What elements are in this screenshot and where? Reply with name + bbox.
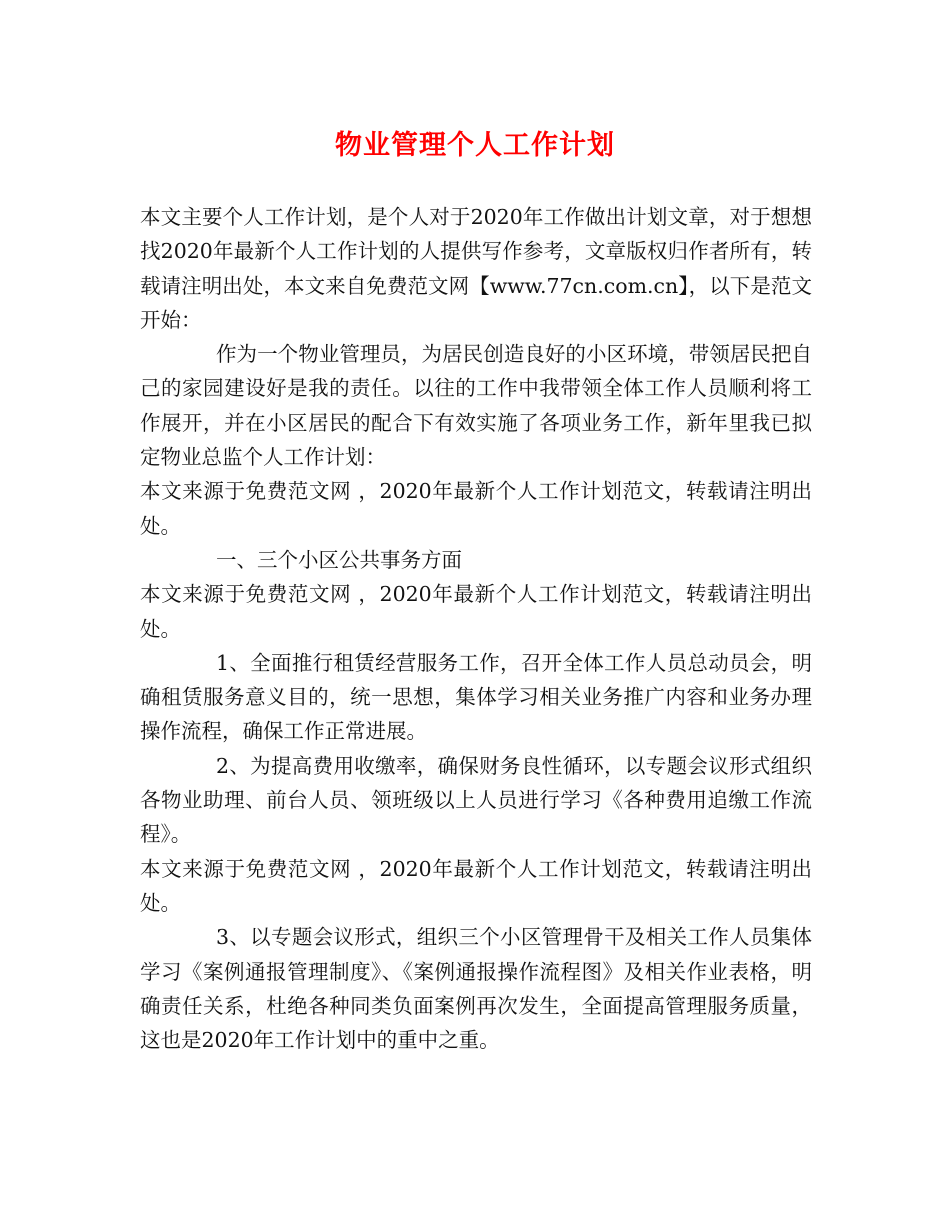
paragraph-source-note: 本文来源于免费范文网 ，2020年最新个人工作计划范文，转载请注明出处。	[140, 479, 812, 538]
paragraph-source-note: 本文来源于免费范文网 ，2020年最新个人工作计划范文，转载请注明出处。	[140, 582, 812, 641]
paragraph-item-2: 2、为提高费用收缴率，确保财务良性循环，以专题会议形式组织各物业助理、前台人员、领班级以上人员进行学习《各种费用追缴工作流程》。	[140, 753, 812, 847]
document-title: 物业管理个人工作计划	[335, 130, 615, 161]
document-body	[140, 200, 812, 1057]
paragraph-intro: 本文主要个人工作计划，是个人对于2020年工作做出计划文章，对于想想找2020年最新个人工作计划的人提供写作参考，文章版权归作者所有，转载请注明出处，本文来自免费范文网【www.77cn.com.cn】，以下是范文开始：	[140, 205, 812, 332]
section-heading-public-affairs: 一、三个小区公共事务方面	[216, 547, 462, 572]
paragraph-role: 作为一个物业管理员，为居民创造良好的小区环境，带领居民把自己的家园建设好是我的责任。以往的工作中我带领全体工作人员顺利将工作展开，并在小区居民的配合下有效实施了各项业务工作，新年里我已拟定物业总监个人工作计划：	[140, 342, 812, 470]
paragraph-source-note: 本文来源于免费范文网 ，2020年最新个人工作计划范文，转载请注明出处。	[140, 856, 812, 915]
paragraph-item-3: 3、以专题会议形式，组织三个小区管理骨干及相关工作人员集体学习《案例通报管理制度》、《案例通报操作流程图》及相关作业表格，明确责任关系，杜绝各种同类负面案例再次发生，全面提高管理服务质量，这也是2020年工作计划中的重中之重。	[140, 925, 812, 1053]
paragraph-item-1: 1、全面推行租赁经营服务工作，召开全体工作人员总动员会，明确租赁服务意义目的，统一思想，集体学习相关业务推广内容和业务办理操作流程，确保工作正常进展。	[140, 650, 812, 744]
